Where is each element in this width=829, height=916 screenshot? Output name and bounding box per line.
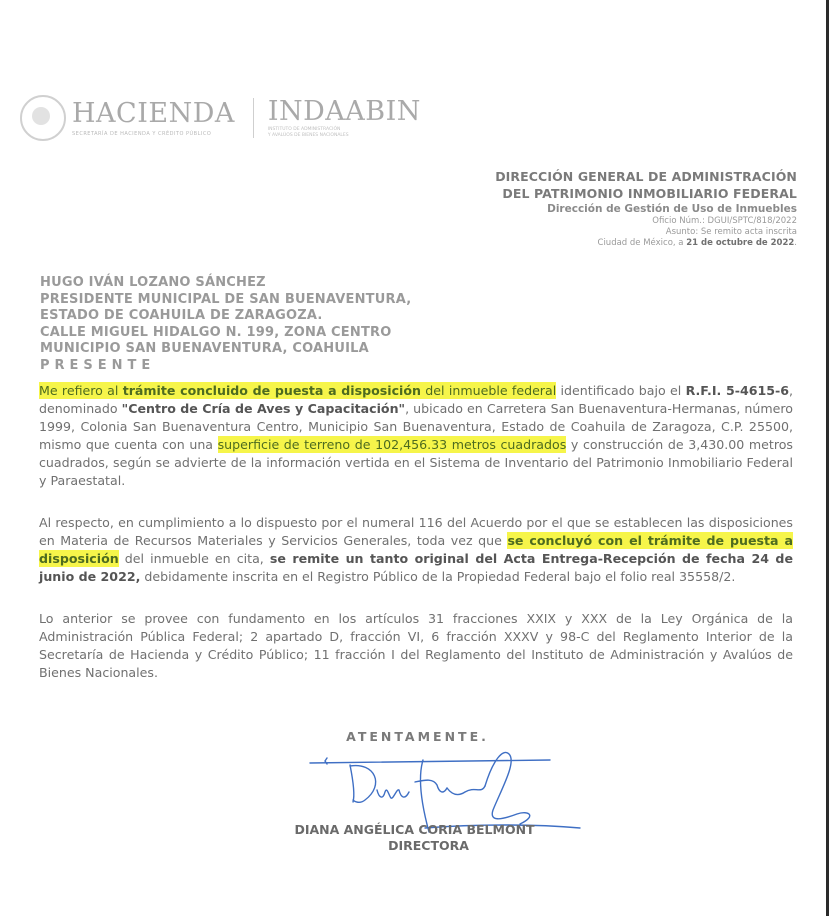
hacienda-logo-subtitle: SECRETARÍA DE HACIENDA Y CRÉDITO PÚBLICO (72, 131, 212, 137)
date-prefix: Ciudad de México, a (597, 238, 687, 248)
letter-date (495, 238, 797, 249)
body-paragraph-2 (39, 514, 793, 586)
addressee-name: HUGO IVÁN LOZANO SÁNCHEZ (40, 275, 266, 290)
indaabin-logo-subtitle-2: Y AVALÚOS DE BIENES NACIONALES (267, 133, 349, 138)
body-paragraph-3: Lo anterior se provee con fundamento en los artículos 31 fracciones XXIX y XXX de la Ley Orgánica de la Administración Pública Federal; 2 apartado D, fracción VI, 6 fracción XXXV y 98-C del Reglamento Interior de la Secretaría de Hacienda y Crédito Público; 11 fracción I del Reglamento del Instituto de Administración y Avalúos de Bienes Nacionales. (39, 611, 793, 680)
salutation: ATENTAMENTE. (346, 729, 489, 744)
oficio-number: Oficio Núm.: DGUI/SPTC/818/2022 (652, 216, 797, 226)
sender-line-2: DEL PATRIMONIO INMOBILIARIO FEDERAL (502, 186, 797, 201)
body-paragraph-1 (39, 382, 793, 490)
highlight-2: superficie de terreno de 102,456.33 metros cuadrados (217, 437, 567, 452)
body-text: debidamente inscrita en el Registro Público de la Propiedad Federal bajo el folio real 35558/2. (140, 569, 736, 584)
national-seal-icon (20, 95, 66, 141)
indaabin-logo-subtitle-1: INSTITUTO DE ADMINISTRACIÓN (267, 127, 341, 132)
subject-line: Asunto: Se remito acta inscrita (665, 227, 797, 237)
property-name: "Centro de Cría de Aves y Capacitación" (121, 401, 406, 416)
body-text: y construcción de 3,430.00 metros cuadrados, según se advierte de la información vertida en el Sistema de Inventario del Patrimonio Inmobiliario Federal y Paraestatal. (39, 437, 793, 488)
indaabin-logo (268, 97, 421, 139)
sender-department: Dirección de Gestión de Uso de Inmuebles (547, 203, 797, 215)
indaabin-logo-text: INDAABIN (267, 96, 421, 127)
addressee-municipality: MUNICIPIO SAN BUENAVENTURA, COAHUILA (40, 341, 369, 357)
addressee-street: CALLE MIGUEL HIDALGO N. 199, ZONA CENTRO (40, 324, 392, 340)
date-value: 21 de octubre de 2022 (686, 238, 795, 248)
logo-divider (253, 98, 254, 138)
addressee-presente: PRESENTE (40, 357, 156, 373)
highlight-bold-text: se concluyó con el trámite de puesta a disposición (39, 533, 793, 566)
hacienda-logo (72, 99, 235, 137)
addressee-position: PRESIDENTE MUNICIPAL DE SAN BUENAVENTURA, (40, 291, 412, 307)
signer-title: DIRECTORA (388, 838, 469, 853)
addressee-block (40, 275, 411, 375)
rfi-number: R.F.I. 5-4615-6 (685, 383, 790, 398)
handwritten-signature-icon (305, 740, 595, 835)
sender-block (495, 168, 797, 249)
signer-name: DIANA ANGÉLICA CORIA BELMONT (294, 822, 535, 837)
highlight-1 (39, 382, 556, 399)
highlight-text: Me refiero al (39, 383, 123, 398)
bold-text: se remite un tanto original del Acta Entrega-Recepción de fecha 24 de junio de 2022, (39, 551, 793, 584)
body-text: , ubicado en Carretera San Buenaventura-Hermanas, número 1999, Colonia San Buenaventura Centro, Municipio San Buenaventura, Estado de Coahuila de Zaragoza, C.P. 25500, mismo que cuenta con una (39, 401, 793, 452)
hacienda-logo-text: HACIENDA (72, 98, 235, 129)
highlight-bold-text: trámite concluido de puesta a disposición (122, 383, 421, 398)
letterhead-logos (20, 88, 421, 148)
body-text: Al respecto, en cumplimiento a lo dispuesto por el numeral 116 del Acuerdo por el que se establecen las disposiciones en Materia de Recursos Materiales y Servicios Generales, toda vez que (39, 515, 793, 548)
date-suffix: . (794, 238, 797, 248)
body-text: identificado bajo el (556, 383, 686, 398)
signer-block (0, 822, 829, 854)
body-text: del inmueble en cita, (118, 551, 270, 566)
highlight-text: del inmueble federal (421, 383, 557, 398)
sender-line-1: DIRECCIÓN GENERAL DE ADMINISTRACIÓN (495, 169, 797, 184)
addressee-state: ESTADO DE COAHUILA DE ZARAGOZA. (40, 308, 323, 324)
body-text: , denominado (39, 383, 794, 416)
